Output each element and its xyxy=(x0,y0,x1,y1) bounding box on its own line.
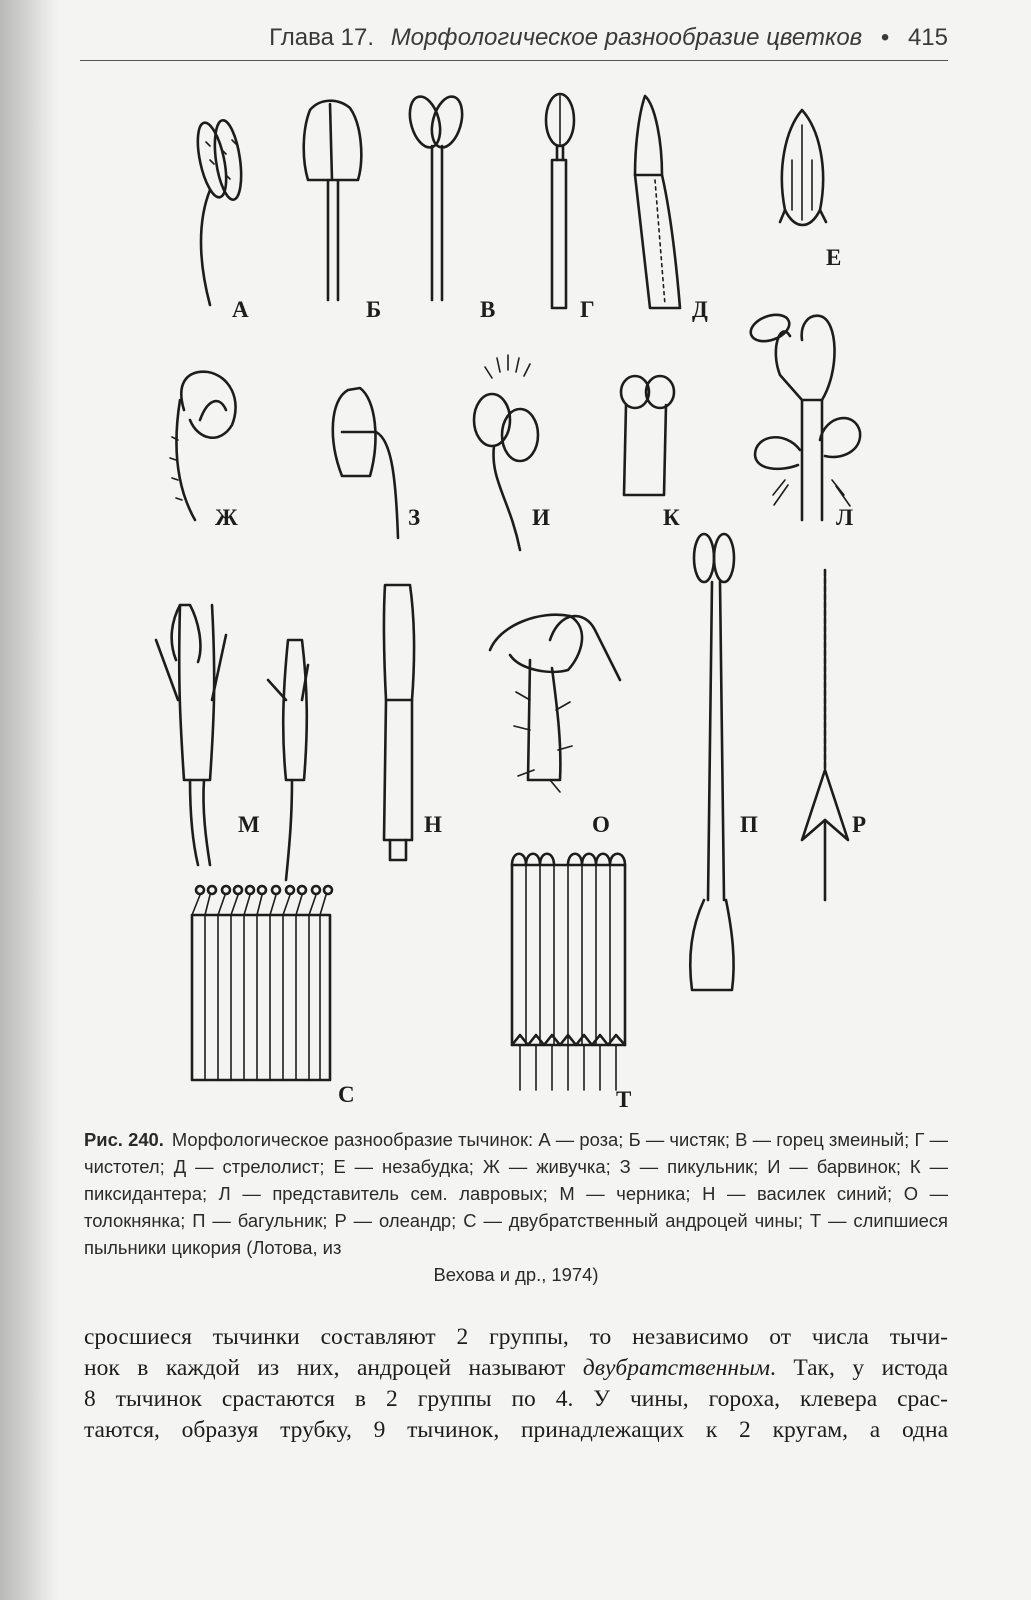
stamen-z xyxy=(333,388,398,538)
stamen-i xyxy=(474,355,538,550)
label-p: П xyxy=(740,812,758,837)
stamen-n xyxy=(384,585,414,860)
label-z: З xyxy=(408,505,421,530)
stamen-m xyxy=(156,605,226,865)
chapter-label: Глава 17. xyxy=(269,24,375,51)
stamen-p xyxy=(690,534,734,990)
caption-text-last: Вехова и др., 1974) xyxy=(433,1264,599,1285)
stamen-v xyxy=(405,93,468,300)
stamen-zh xyxy=(170,372,236,520)
stamen-e xyxy=(780,110,826,225)
label-g: Г xyxy=(580,297,595,322)
stamen-o xyxy=(490,615,620,792)
caption-text: Морфологическое разнообразие тычинок: А — роза; Б — чистяк; В — горец змеиный; Г — чистотел; Д — стрелолист; Е — незабудка; Ж — живучка; З — пикульник; И — барвинок; К — пиксидантера; Л — представитель сем. лавровых; М — черника; Н — василек синий; О — толокнянка; П — багульник; Р — олеандр; С — двубратственный андроцей чины; Т — слипшиеся пыльники цикория (Лотова, из xyxy=(84,1129,949,1258)
label-e: Е xyxy=(826,245,842,270)
body-line-1: сросшиеся тычинки составляют 2 группы, то независимо от числа тычи- xyxy=(84,1324,948,1350)
stamen-figure xyxy=(80,80,960,1120)
stamen-b xyxy=(304,101,362,300)
body-line-2-end: . Так, у истода xyxy=(769,1355,949,1381)
label-n: Н xyxy=(424,812,442,837)
label-d: Д xyxy=(692,297,708,322)
figure-number: Рис. 240. xyxy=(84,1129,164,1150)
anthers-t xyxy=(512,854,625,1090)
label-o: О xyxy=(592,812,610,837)
body-line-3: 8 тычинок срастаются в 2 группы по 4. У чины, гороха, клевера срас- xyxy=(84,1386,948,1412)
label-r: Р xyxy=(852,812,867,837)
label-k: К xyxy=(663,505,680,530)
stamen-d xyxy=(635,96,680,308)
stamen-k xyxy=(621,376,674,495)
running-header xyxy=(80,24,948,60)
chapter-title: Морфологическое разнообразие цветков xyxy=(390,24,863,51)
page-number: 415 xyxy=(907,24,948,51)
body-line-4: таются, образуя трубку, 9 тычинок, принадлежащих к 2 кругам, а одна xyxy=(84,1417,948,1443)
book-spine-shadow xyxy=(0,0,60,1600)
stamen-m2 xyxy=(268,640,308,880)
label-s: С xyxy=(338,1082,355,1107)
header-bullet: • xyxy=(880,24,890,51)
body-paragraph xyxy=(84,1322,948,1446)
label-b: Б xyxy=(366,297,382,322)
figure-caption xyxy=(84,1126,948,1288)
label-l: Л xyxy=(836,505,854,530)
stamen-l xyxy=(747,310,860,520)
stamen-a xyxy=(192,119,245,305)
label-zh: Ж xyxy=(215,505,238,530)
label-a: А xyxy=(232,297,249,322)
stamen-g xyxy=(546,94,574,308)
body-line-2-start: нок в каждой из них, андроцей называют xyxy=(84,1355,566,1381)
header-rule xyxy=(80,60,948,61)
stamen-r xyxy=(802,570,848,900)
term-didelphous: двубратственным xyxy=(582,1355,770,1381)
label-m: М xyxy=(238,812,260,837)
label-i: И xyxy=(532,505,550,530)
androecium-s xyxy=(192,886,332,1080)
body-line-2 xyxy=(84,1353,948,1384)
label-t: Т xyxy=(616,1087,632,1112)
label-v: В xyxy=(480,297,496,322)
